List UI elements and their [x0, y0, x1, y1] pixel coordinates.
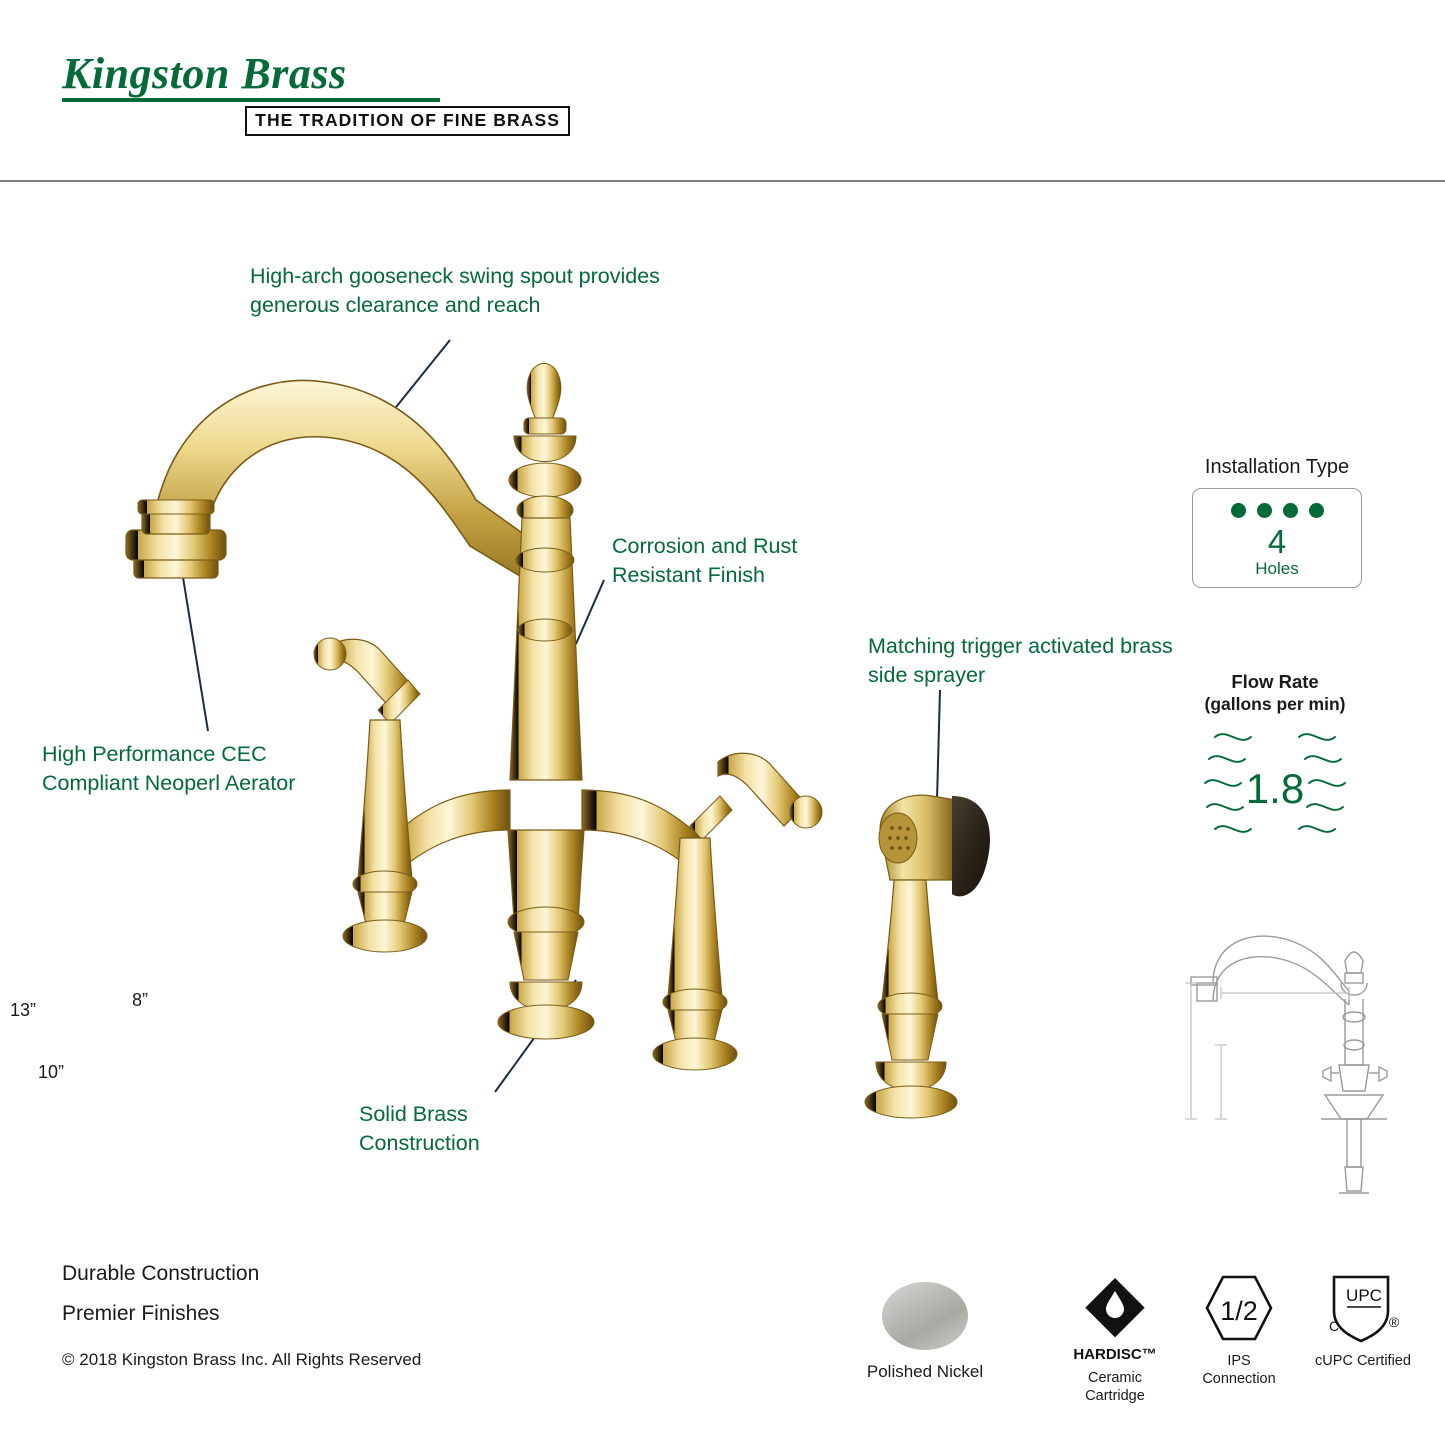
- holes-count: 4: [1267, 523, 1287, 560]
- dimension-reach: 8”: [132, 990, 149, 1010]
- certification-caption: IPS Connection: [1202, 1353, 1276, 1388]
- dimension-height-spout: 10”: [38, 1062, 65, 1082]
- footer-text-block: [62, 1262, 582, 1370]
- callout-sprayer: Matching trigger activated brass side sprayer: [868, 634, 1173, 687]
- certification-caption: cUPC Certified: [1315, 1353, 1411, 1369]
- hole-mark: [1309, 503, 1324, 518]
- certification-hardisc: [1065, 1270, 1165, 1405]
- svg-text:®: ®: [1388, 1314, 1400, 1330]
- certification-brand: HARDISC™: [1073, 1346, 1157, 1363]
- callout-aerator: High Performance CEC Compliant Neoperl Aerator: [42, 742, 296, 795]
- flow-rate-subtitle: (gallons per min): [1204, 694, 1346, 715]
- svg-text:C: C: [1328, 1318, 1340, 1334]
- flow-rate-block: [1175, 670, 1375, 841]
- copyright-text: © 2018 Kingston Brass Inc. All Rights Reserved: [62, 1350, 422, 1369]
- faucet-illustration: [90, 360, 1100, 1190]
- certification-ips: [1189, 1270, 1289, 1388]
- callout-spout: High-arch gooseneck swing spout provides generous clearance and reach: [250, 264, 660, 317]
- flow-rate-value: 1.8: [1245, 765, 1305, 813]
- finish-name: Polished Nickel: [866, 1362, 984, 1381]
- right-handle: [653, 753, 822, 1070]
- certification-cupc: [1313, 1270, 1413, 1370]
- side-sprayer: [865, 795, 990, 1118]
- header-divider: [0, 180, 1445, 182]
- svg-text:1/2: 1/2: [1220, 1296, 1258, 1326]
- flow-rate-title: Flow Rate: [1231, 671, 1319, 692]
- svg-text:UPC: UPC: [1346, 1286, 1382, 1305]
- cupc-shield-icon: [1324, 1271, 1402, 1345]
- installation-type-card: [1192, 488, 1362, 588]
- finish-swatch-block: [850, 1282, 1000, 1382]
- installation-type-title: Installation Type: [1204, 456, 1350, 478]
- certification-row: [1065, 1270, 1413, 1405]
- installation-type-block: [1192, 455, 1362, 588]
- gooseneck-spout: [126, 381, 560, 600]
- hexagon-ips-icon: [1203, 1273, 1275, 1343]
- hole-marks: [1193, 503, 1361, 518]
- hole-mark: [1231, 503, 1246, 518]
- callout-finish: Corrosion and Rust Resistant Finish: [612, 534, 798, 587]
- footer-line-2: Premier Finishes: [62, 1302, 220, 1325]
- callout-construction: Solid Brass Construction: [359, 1102, 480, 1155]
- hole-mark: [1283, 503, 1298, 518]
- footer-line-1: Durable Construction: [62, 1262, 260, 1285]
- brand-name: Kingston Brass: [62, 49, 347, 98]
- brand-logo: [62, 49, 582, 136]
- dimension-height-overall: 13”: [10, 1000, 37, 1020]
- certification-caption: Ceramic Cartridge: [1085, 1370, 1145, 1405]
- finish-swatch-polished-nickel: [882, 1282, 968, 1350]
- brand-underline: [62, 98, 440, 102]
- left-handle: [314, 638, 427, 952]
- brand-tagline: THE TRADITION OF FINE BRASS: [245, 106, 570, 136]
- hardisc-diamond-icon: [1082, 1275, 1148, 1341]
- dimension-diagram: [1135, 905, 1425, 1225]
- holes-label: Holes: [1255, 558, 1299, 578]
- hole-mark: [1257, 503, 1272, 518]
